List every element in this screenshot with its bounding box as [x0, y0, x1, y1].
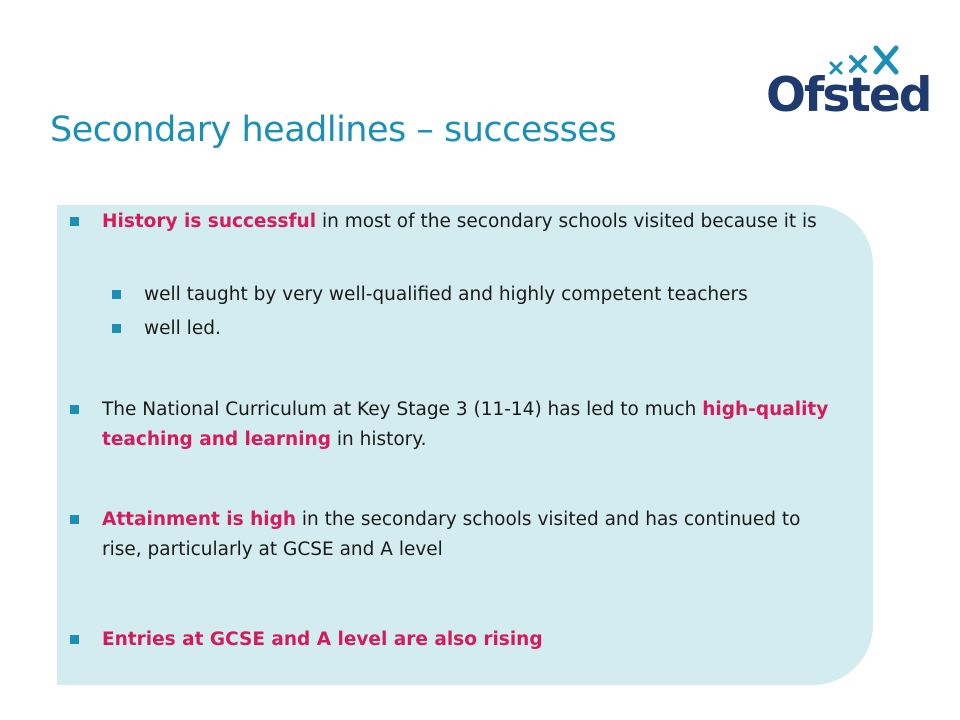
- bullet-emphasis: Attainment is high: [102, 509, 296, 530]
- bullet-square-icon: [70, 217, 79, 226]
- bullet-text: well led.: [144, 318, 221, 339]
- bullet-item: [70, 505, 830, 565]
- bullet-emphasis: Entries at GCSE and A level are also rising: [102, 629, 543, 650]
- sub-bullet-item: [112, 314, 832, 344]
- bullet-item: [70, 625, 830, 655]
- ofsted-logo: [762, 44, 931, 124]
- bullet-text: The National Curriculum at Key Stage 3 (11-14) has led to much: [102, 399, 703, 420]
- page-title: Secondary headlines – successes: [50, 110, 617, 150]
- bullet-text: in most of the secondary schools visited because it is: [316, 211, 817, 232]
- bullet-square-icon: [70, 515, 79, 524]
- bullet-text: in the secondary schools visited and has continued to rise, particularly at GCSE and A level: [102, 509, 801, 560]
- bullet-square-icon: [112, 324, 121, 333]
- bullet-text: well taught by very well-qualified and highly competent teachers: [144, 284, 748, 305]
- bullet-text: in history.: [330, 429, 427, 450]
- bullet-emphasis: History is successful: [102, 211, 317, 232]
- sub-bullet-item: [112, 280, 832, 310]
- bullet-square-icon: [70, 635, 79, 644]
- bullet-item: [70, 207, 830, 237]
- logo-wordmark: Ofsted: [766, 68, 931, 123]
- bullet-square-icon: [112, 290, 121, 299]
- bullet-item: [70, 395, 830, 455]
- bullet-emphasis: high-quality teaching and learning: [102, 399, 829, 450]
- bullet-square-icon: [70, 405, 79, 414]
